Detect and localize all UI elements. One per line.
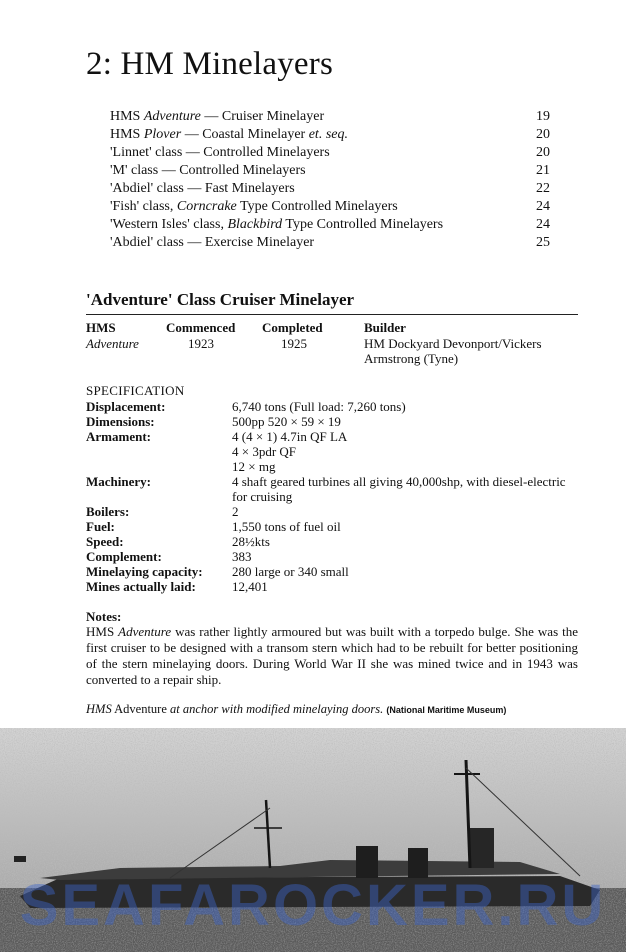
spec-values <box>232 414 586 429</box>
toc-entry-title: 'Western Isles' class, Blackbird Type Controlled Minelayers <box>110 217 444 232</box>
builder-line-2: Armstrong (Tyne) <box>364 351 459 366</box>
toc-entry-title: HMS Adventure — Cruiser Minelayer <box>110 109 325 124</box>
spec-value: 500pp 520 × 59 × 19 <box>232 414 341 429</box>
toc-entry <box>110 108 550 126</box>
toc-entry <box>110 144 550 162</box>
spec-row <box>86 519 586 534</box>
spec-values <box>232 534 586 549</box>
spec-row <box>86 504 586 519</box>
builder-line-1: HM Dockyard Devonport/Vickers <box>364 336 542 351</box>
spec-value: 280 large or 340 small <box>232 564 349 579</box>
spec-label: Speed: <box>86 534 124 549</box>
spec-values <box>232 504 586 519</box>
spec-row <box>86 399 586 414</box>
spec-value: 4 shaft geared turbines all giving 40,000shp, with diesel-electric <box>232 474 566 489</box>
photo-caption <box>86 702 506 717</box>
section-title: 'Adventure' Class Cruiser Minelayer <box>86 290 355 309</box>
toc-entry <box>110 180 550 198</box>
toc-entry-page: 19 <box>536 109 550 124</box>
toc-entry-title: 'Abdiel' class — Fast Minelayers <box>110 181 295 196</box>
table-of-contents <box>110 108 550 252</box>
spec-label: Boilers: <box>86 504 130 519</box>
header-commenced: Commenced <box>166 320 236 335</box>
toc-entry-page: 20 <box>536 145 550 160</box>
spec-value: 12,401 <box>232 579 268 594</box>
toc-entry <box>110 162 550 180</box>
ship-builder <box>364 336 542 366</box>
caption-prefix: HMS <box>86 702 112 716</box>
toc-entry-page: 24 <box>536 217 550 232</box>
caption-credit: (National Maritime Museum) <box>386 705 507 715</box>
toc-entry-page: 22 <box>536 181 550 196</box>
spec-value: 2 <box>232 504 239 519</box>
spec-value: 6,740 tons (Full load: 7,260 tons) <box>232 399 406 414</box>
spec-label: Fuel: <box>86 519 115 534</box>
toc-entry-page: 24 <box>536 199 550 214</box>
spec-label: Armament: <box>86 429 151 444</box>
toc-entry <box>110 234 550 252</box>
header-hms: HMS <box>86 320 116 335</box>
toc-entry-title: 'Abdiel' class — Exercise Minelayer <box>110 235 315 250</box>
spec-values <box>232 399 586 414</box>
header-builder: Builder <box>364 320 406 335</box>
spec-value: 12 × mg <box>232 459 276 474</box>
spec-values <box>232 474 586 504</box>
spec-value: 1,550 tons of fuel oil <box>232 519 341 534</box>
spec-row <box>86 414 586 429</box>
section-rule <box>86 314 578 315</box>
spec-value: 4 × 3pdr QF <box>232 444 297 459</box>
spec-values <box>232 549 586 564</box>
caption-ship-name: Adventure <box>111 702 171 716</box>
spec-value: for cruising <box>232 489 293 504</box>
spec-row <box>86 549 586 564</box>
toc-entry <box>110 126 550 144</box>
spec-row <box>86 474 586 504</box>
ship-name: Adventure <box>86 336 139 351</box>
spec-row <box>86 579 586 594</box>
toc-entry <box>110 216 550 234</box>
specification-list <box>86 399 586 594</box>
spec-heading: SPECIFICATION <box>86 383 185 398</box>
notes-ship-name: Adventure <box>118 624 172 639</box>
toc-entry-title: HMS Plover — Coastal Minelayer et. seq. <box>110 127 348 142</box>
toc-entry-page: 25 <box>536 235 550 250</box>
spec-label: Dimensions: <box>86 414 155 429</box>
spec-values <box>232 564 586 579</box>
toc-entry-page: 21 <box>536 163 550 178</box>
spec-label: Minelaying capacity: <box>86 564 203 579</box>
notes-prefix: HMS <box>86 624 119 639</box>
ship-completed: 1925 <box>281 336 307 351</box>
spec-label: Displacement: <box>86 399 166 414</box>
chapter-title: 2: HM Minelayers <box>86 46 333 82</box>
toc-entry-title: 'Fish' class, Corncrake Type Controlled Minelayers <box>110 199 398 214</box>
spec-value: 4 (4 × 1) 4.7in QF LA <box>232 429 348 444</box>
header-completed: Completed <box>262 320 323 335</box>
spec-row <box>86 429 586 474</box>
toc-entry-title: 'M' class — Controlled Minelayers <box>110 163 306 178</box>
spec-values <box>232 519 586 534</box>
notes-text <box>86 624 578 688</box>
spec-label: Mines actually laid: <box>86 579 196 594</box>
spec-row <box>86 564 586 579</box>
caption-text: at anchor with modified minelaying doors. <box>170 702 384 716</box>
spec-value: 28½kts <box>232 534 270 549</box>
notes-title: Notes: <box>86 609 122 624</box>
ship-commenced: 1923 <box>188 336 214 351</box>
spec-row <box>86 534 586 549</box>
notes-body: was rather lightly armoured but was built with a torpedo bulge. She was the first cruiser to be designed with a transom stern which had to be rebuilt for better positioning of the stern minelaying doors. During World War II she was mined twice and in 1943 was converted to a repair ship. <box>86 624 578 687</box>
watermark: SEAFAROCKER.RU <box>19 873 607 938</box>
toc-entry-title: 'Linnet' class — Controlled Minelayers <box>110 145 330 160</box>
spec-values <box>232 429 586 474</box>
spec-value: 383 <box>232 549 252 564</box>
toc-entry-page: 20 <box>536 127 550 142</box>
toc-entry <box>110 198 550 216</box>
spec-values <box>232 579 586 594</box>
spec-label: Machinery: <box>86 474 151 489</box>
spec-label: Complement: <box>86 549 162 564</box>
